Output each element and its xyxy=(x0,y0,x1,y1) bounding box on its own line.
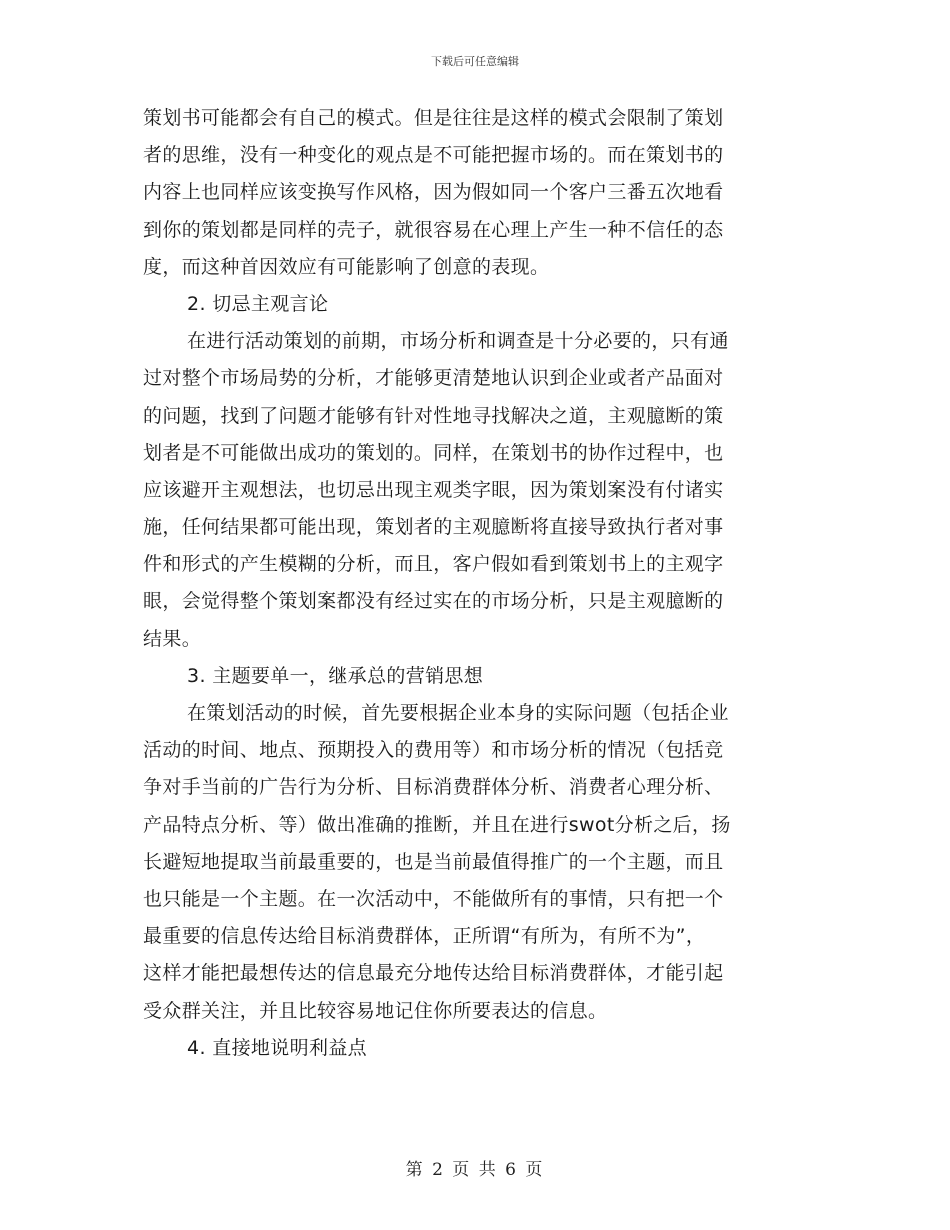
text-line: 4. 直接地说明利益点 xyxy=(187,1036,368,1059)
page-header: 下载后可任意编辑 xyxy=(431,55,519,68)
text-line: 的问题，找到了问题才能够有针对性地寻找解决之道，主观臆断的策 xyxy=(143,404,724,427)
text-line: 受众群关注，并且比较容易地记住你所要表达的信息。 xyxy=(143,999,608,1022)
text-line: 策划书可能都会有自己的模式。但是往往是这样的模式会限制了策划 xyxy=(143,107,724,129)
text-line: 最重要的信息传达给目标消费群体，正所谓“有所为，有所不为”， xyxy=(143,925,706,948)
text-line: 活动的时间、地点、预期投入的费用等）和市场分析的情况（包括竞 xyxy=(143,739,724,762)
text-line: 到你的策划都是同样的壳子，就很容易在心理上产生一种不信任的态 xyxy=(143,218,724,241)
text-line: 在策划活动的时候，首先要根据企业本身的实际问题（包括企业 xyxy=(187,702,729,724)
text-line: 结果。 xyxy=(143,627,202,650)
text-line: 内容上也同样应该变换写作风格，因为假如同一个客户三番五次地看 xyxy=(143,181,724,204)
text-line: 度，而这种首因效应有可能影响了创意的表现。 xyxy=(143,255,550,278)
text-line: 3. 主题要单一，继承总的营销思想 xyxy=(187,664,484,687)
document-body xyxy=(143,100,808,1067)
text-line: 2. 切忌主观言论 xyxy=(187,292,329,315)
text-line: 也只能是一个主题。在一次活动中，不能做所有的事情，只有把一个 xyxy=(143,887,724,910)
text-line: 长避短地提取当前最重要的，也是当前最值得推广的一个主题，而且 xyxy=(143,850,724,873)
text-line: 在进行活动策划的前期，市场分析和调查是十分必要的，只有通 xyxy=(187,330,729,353)
text-line: 眼，会觉得整个策划案都没有经过实在的市场分析，只是主观臆断的 xyxy=(143,590,724,613)
text-line: 争对手当前的广告行为分析、目标消费群体分析、消费者心理分析、 xyxy=(143,776,724,799)
text-line: 过对整个市场局势的分析，才能够更清楚地认识到企业或者产品面对 xyxy=(143,367,724,390)
text-line: 施，任何结果都可能出现，策划者的主观臆断将直接导致执行者对事 xyxy=(143,516,724,539)
text-line: 划者是不可能做出成功的策划的。同样，在策划书的协作过程中，也 xyxy=(143,441,724,464)
page-number-footer: 第 2 页 共 6 页 xyxy=(405,1160,545,1180)
text-line: 者的思维，没有一种变化的观点是不可能把握市场的。而在策划书的 xyxy=(143,144,724,167)
text-line: 这样才能把最想传达的信息最充分地传达给目标消费群体，才能引起 xyxy=(143,962,724,985)
text-line: 产品特点分析、等）做出准确的推断，并且在进行swot分析之后，扬 xyxy=(143,813,731,836)
text-line: 应该避开主观想法，也切忌出现主观类字眼，因为策划案没有付诸实 xyxy=(143,478,724,501)
text-line: 件和形式的产生模糊的分析，而且，客户假如看到策划书上的主观字 xyxy=(143,553,724,576)
